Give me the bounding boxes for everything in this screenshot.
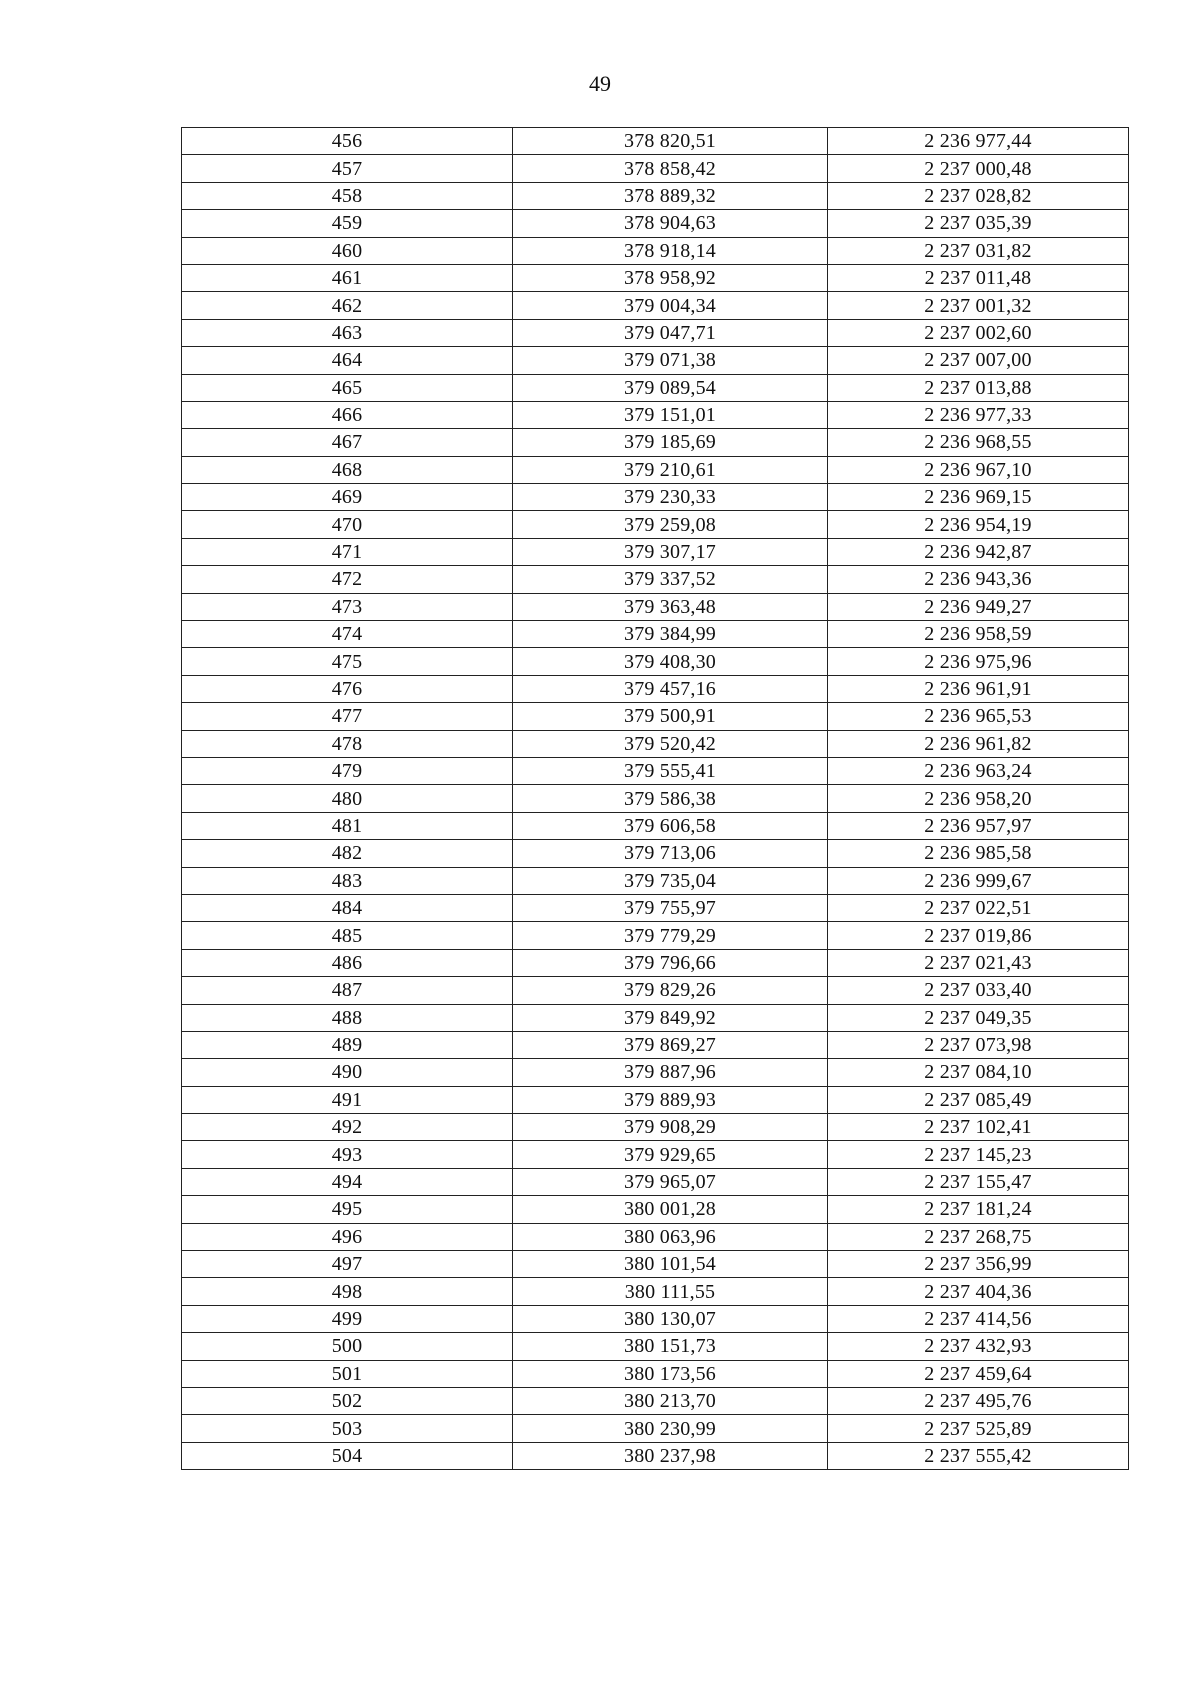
y-coordinate-cell: 2 236 977,33 <box>828 401 1129 428</box>
x-coordinate-cell: 379 047,71 <box>513 319 828 346</box>
table-row <box>182 1333 1129 1360</box>
table-row <box>182 675 1129 702</box>
x-coordinate-cell: 379 755,97 <box>513 894 828 921</box>
x-coordinate-cell: 380 130,07 <box>513 1305 828 1332</box>
y-coordinate-cell: 2 237 011,48 <box>828 264 1129 291</box>
x-coordinate-cell: 379 606,58 <box>513 812 828 839</box>
table-row <box>182 1031 1129 1058</box>
table-row <box>182 1251 1129 1278</box>
x-coordinate-cell: 379 500,91 <box>513 703 828 730</box>
table-row <box>182 374 1129 401</box>
x-coordinate-cell: 379 185,69 <box>513 429 828 456</box>
point-number-cell: 464 <box>182 347 513 374</box>
table-row <box>182 1168 1129 1195</box>
point-number-cell: 457 <box>182 155 513 182</box>
y-coordinate-cell: 2 237 007,00 <box>828 347 1129 374</box>
y-coordinate-cell: 2 236 969,15 <box>828 484 1129 511</box>
y-coordinate-cell: 2 237 155,47 <box>828 1168 1129 1195</box>
point-number-cell: 495 <box>182 1196 513 1223</box>
x-coordinate-cell: 380 151,73 <box>513 1333 828 1360</box>
table-row <box>182 1278 1129 1305</box>
point-number-cell: 462 <box>182 292 513 319</box>
y-coordinate-cell: 2 236 954,19 <box>828 511 1129 538</box>
point-number-cell: 473 <box>182 593 513 620</box>
table-row <box>182 1141 1129 1168</box>
y-coordinate-cell: 2 237 145,23 <box>828 1141 1129 1168</box>
x-coordinate-cell: 379 889,93 <box>513 1086 828 1113</box>
x-coordinate-cell: 379 089,54 <box>513 374 828 401</box>
point-number-cell: 485 <box>182 922 513 949</box>
y-coordinate-cell: 2 237 013,88 <box>828 374 1129 401</box>
x-coordinate-cell: 380 001,28 <box>513 1196 828 1223</box>
y-coordinate-cell: 2 237 073,98 <box>828 1031 1129 1058</box>
point-number-cell: 484 <box>182 894 513 921</box>
y-coordinate-cell: 2 237 000,48 <box>828 155 1129 182</box>
x-coordinate-cell: 378 958,92 <box>513 264 828 291</box>
point-number-cell: 492 <box>182 1114 513 1141</box>
table-row <box>182 1196 1129 1223</box>
point-number-cell: 461 <box>182 264 513 291</box>
x-coordinate-cell: 380 213,70 <box>513 1387 828 1414</box>
table-row <box>182 484 1129 511</box>
y-coordinate-cell: 2 237 033,40 <box>828 977 1129 1004</box>
x-coordinate-cell: 379 230,33 <box>513 484 828 511</box>
point-number-cell: 496 <box>182 1223 513 1250</box>
y-coordinate-cell: 2 237 495,76 <box>828 1387 1129 1414</box>
y-coordinate-cell: 2 237 356,99 <box>828 1251 1129 1278</box>
table-row <box>182 429 1129 456</box>
table-row <box>182 511 1129 538</box>
table-row <box>182 840 1129 867</box>
x-coordinate-cell: 379 829,26 <box>513 977 828 1004</box>
table-row <box>182 182 1129 209</box>
x-coordinate-cell: 379 735,04 <box>513 867 828 894</box>
table-row <box>182 538 1129 565</box>
table-row <box>182 648 1129 675</box>
x-coordinate-cell: 378 904,63 <box>513 210 828 237</box>
table-row <box>182 1086 1129 1113</box>
y-coordinate-cell: 2 237 028,82 <box>828 182 1129 209</box>
table-row <box>182 922 1129 949</box>
table-row <box>182 1305 1129 1332</box>
x-coordinate-cell: 379 408,30 <box>513 648 828 675</box>
table-row <box>182 264 1129 291</box>
x-coordinate-cell: 380 063,96 <box>513 1223 828 1250</box>
point-number-cell: 474 <box>182 621 513 648</box>
y-coordinate-cell: 2 236 961,82 <box>828 730 1129 757</box>
table-row <box>182 1114 1129 1141</box>
point-number-cell: 478 <box>182 730 513 757</box>
y-coordinate-cell: 2 236 957,97 <box>828 812 1129 839</box>
y-coordinate-cell: 2 237 019,86 <box>828 922 1129 949</box>
y-coordinate-cell: 2 237 404,36 <box>828 1278 1129 1305</box>
y-coordinate-cell: 2 236 942,87 <box>828 538 1129 565</box>
table-row <box>182 401 1129 428</box>
coordinates-table-body <box>182 128 1129 1470</box>
table-row <box>182 210 1129 237</box>
x-coordinate-cell: 378 858,42 <box>513 155 828 182</box>
x-coordinate-cell: 379 457,16 <box>513 675 828 702</box>
y-coordinate-cell: 2 236 999,67 <box>828 867 1129 894</box>
point-number-cell: 468 <box>182 456 513 483</box>
y-coordinate-cell: 2 236 963,24 <box>828 757 1129 784</box>
point-number-cell: 465 <box>182 374 513 401</box>
x-coordinate-cell: 379 796,66 <box>513 949 828 976</box>
y-coordinate-cell: 2 237 525,89 <box>828 1415 1129 1442</box>
x-coordinate-cell: 380 230,99 <box>513 1415 828 1442</box>
point-number-cell: 481 <box>182 812 513 839</box>
x-coordinate-cell: 379 363,48 <box>513 593 828 620</box>
y-coordinate-cell: 2 236 985,58 <box>828 840 1129 867</box>
point-number-cell: 487 <box>182 977 513 1004</box>
table-row <box>182 621 1129 648</box>
y-coordinate-cell: 2 236 961,91 <box>828 675 1129 702</box>
y-coordinate-cell: 2 237 555,42 <box>828 1442 1129 1469</box>
point-number-cell: 459 <box>182 210 513 237</box>
y-coordinate-cell: 2 237 002,60 <box>828 319 1129 346</box>
point-number-cell: 475 <box>182 648 513 675</box>
x-coordinate-cell: 379 849,92 <box>513 1004 828 1031</box>
table-row <box>182 757 1129 784</box>
y-coordinate-cell: 2 237 268,75 <box>828 1223 1129 1250</box>
x-coordinate-cell: 379 555,41 <box>513 757 828 784</box>
table-row <box>182 812 1129 839</box>
y-coordinate-cell: 2 237 031,82 <box>828 237 1129 264</box>
table-row <box>182 1387 1129 1414</box>
x-coordinate-cell: 379 779,29 <box>513 922 828 949</box>
table-row <box>182 456 1129 483</box>
y-coordinate-cell: 2 237 085,49 <box>828 1086 1129 1113</box>
y-coordinate-cell: 2 237 021,43 <box>828 949 1129 976</box>
x-coordinate-cell: 380 173,56 <box>513 1360 828 1387</box>
point-number-cell: 503 <box>182 1415 513 1442</box>
y-coordinate-cell: 2 237 001,32 <box>828 292 1129 319</box>
coordinates-table <box>181 127 1129 1470</box>
point-number-cell: 483 <box>182 867 513 894</box>
point-number-cell: 456 <box>182 128 513 155</box>
x-coordinate-cell: 379 965,07 <box>513 1168 828 1195</box>
point-number-cell: 501 <box>182 1360 513 1387</box>
table-row <box>182 977 1129 1004</box>
point-number-cell: 480 <box>182 785 513 812</box>
point-number-cell: 490 <box>182 1059 513 1086</box>
x-coordinate-cell: 379 586,38 <box>513 785 828 812</box>
x-coordinate-cell: 379 071,38 <box>513 347 828 374</box>
table-row <box>182 730 1129 757</box>
point-number-cell: 498 <box>182 1278 513 1305</box>
y-coordinate-cell: 2 237 035,39 <box>828 210 1129 237</box>
point-number-cell: 479 <box>182 757 513 784</box>
x-coordinate-cell: 378 918,14 <box>513 237 828 264</box>
table-row <box>182 1004 1129 1031</box>
x-coordinate-cell: 380 111,55 <box>513 1278 828 1305</box>
x-coordinate-cell: 379 384,99 <box>513 621 828 648</box>
y-coordinate-cell: 2 237 432,93 <box>828 1333 1129 1360</box>
x-coordinate-cell: 379 908,29 <box>513 1114 828 1141</box>
point-number-cell: 502 <box>182 1387 513 1414</box>
point-number-cell: 470 <box>182 511 513 538</box>
table-row <box>182 949 1129 976</box>
x-coordinate-cell: 379 259,08 <box>513 511 828 538</box>
table-row <box>182 1223 1129 1250</box>
page-number: 49 <box>589 71 611 96</box>
table-row <box>182 894 1129 921</box>
table-row <box>182 593 1129 620</box>
y-coordinate-cell: 2 236 975,96 <box>828 648 1129 675</box>
x-coordinate-cell: 379 929,65 <box>513 1141 828 1168</box>
point-number-cell: 499 <box>182 1305 513 1332</box>
y-coordinate-cell: 2 236 965,53 <box>828 703 1129 730</box>
table-row <box>182 1360 1129 1387</box>
x-coordinate-cell: 378 889,32 <box>513 182 828 209</box>
point-number-cell: 467 <box>182 429 513 456</box>
y-coordinate-cell: 2 236 958,20 <box>828 785 1129 812</box>
table-row <box>182 785 1129 812</box>
point-number-cell: 504 <box>182 1442 513 1469</box>
point-number-cell: 463 <box>182 319 513 346</box>
point-number-cell: 497 <box>182 1251 513 1278</box>
point-number-cell: 493 <box>182 1141 513 1168</box>
table-row <box>182 1059 1129 1086</box>
x-coordinate-cell: 379 004,34 <box>513 292 828 319</box>
point-number-cell: 488 <box>182 1004 513 1031</box>
x-coordinate-cell: 379 713,06 <box>513 840 828 867</box>
x-coordinate-cell: 379 887,96 <box>513 1059 828 1086</box>
point-number-cell: 466 <box>182 401 513 428</box>
point-number-cell: 500 <box>182 1333 513 1360</box>
x-coordinate-cell: 379 151,01 <box>513 401 828 428</box>
point-number-cell: 458 <box>182 182 513 209</box>
point-number-cell: 477 <box>182 703 513 730</box>
y-coordinate-cell: 2 236 949,27 <box>828 593 1129 620</box>
x-coordinate-cell: 379 210,61 <box>513 456 828 483</box>
table-row <box>182 566 1129 593</box>
y-coordinate-cell: 2 237 414,56 <box>828 1305 1129 1332</box>
point-number-cell: 469 <box>182 484 513 511</box>
y-coordinate-cell: 2 237 049,35 <box>828 1004 1129 1031</box>
table-row <box>182 867 1129 894</box>
table-row <box>182 292 1129 319</box>
y-coordinate-cell: 2 237 181,24 <box>828 1196 1129 1223</box>
point-number-cell: 471 <box>182 538 513 565</box>
y-coordinate-cell: 2 236 967,10 <box>828 456 1129 483</box>
point-number-cell: 460 <box>182 237 513 264</box>
point-number-cell: 494 <box>182 1168 513 1195</box>
y-coordinate-cell: 2 237 459,64 <box>828 1360 1129 1387</box>
y-coordinate-cell: 2 236 977,44 <box>828 128 1129 155</box>
table-row <box>182 1442 1129 1469</box>
table-row <box>182 1415 1129 1442</box>
y-coordinate-cell: 2 237 022,51 <box>828 894 1129 921</box>
table-row <box>182 237 1129 264</box>
x-coordinate-cell: 380 101,54 <box>513 1251 828 1278</box>
x-coordinate-cell: 379 307,17 <box>513 538 828 565</box>
y-coordinate-cell: 2 237 084,10 <box>828 1059 1129 1086</box>
y-coordinate-cell: 2 236 958,59 <box>828 621 1129 648</box>
x-coordinate-cell: 380 237,98 <box>513 1442 828 1469</box>
y-coordinate-cell: 2 237 102,41 <box>828 1114 1129 1141</box>
point-number-cell: 486 <box>182 949 513 976</box>
x-coordinate-cell: 379 337,52 <box>513 566 828 593</box>
table-row <box>182 703 1129 730</box>
table-row <box>182 128 1129 155</box>
y-coordinate-cell: 2 236 968,55 <box>828 429 1129 456</box>
point-number-cell: 482 <box>182 840 513 867</box>
point-number-cell: 476 <box>182 675 513 702</box>
point-number-cell: 472 <box>182 566 513 593</box>
x-coordinate-cell: 379 520,42 <box>513 730 828 757</box>
x-coordinate-cell: 379 869,27 <box>513 1031 828 1058</box>
point-number-cell: 491 <box>182 1086 513 1113</box>
table-row <box>182 155 1129 182</box>
table-row <box>182 319 1129 346</box>
y-coordinate-cell: 2 236 943,36 <box>828 566 1129 593</box>
table-row <box>182 347 1129 374</box>
x-coordinate-cell: 378 820,51 <box>513 128 828 155</box>
point-number-cell: 489 <box>182 1031 513 1058</box>
